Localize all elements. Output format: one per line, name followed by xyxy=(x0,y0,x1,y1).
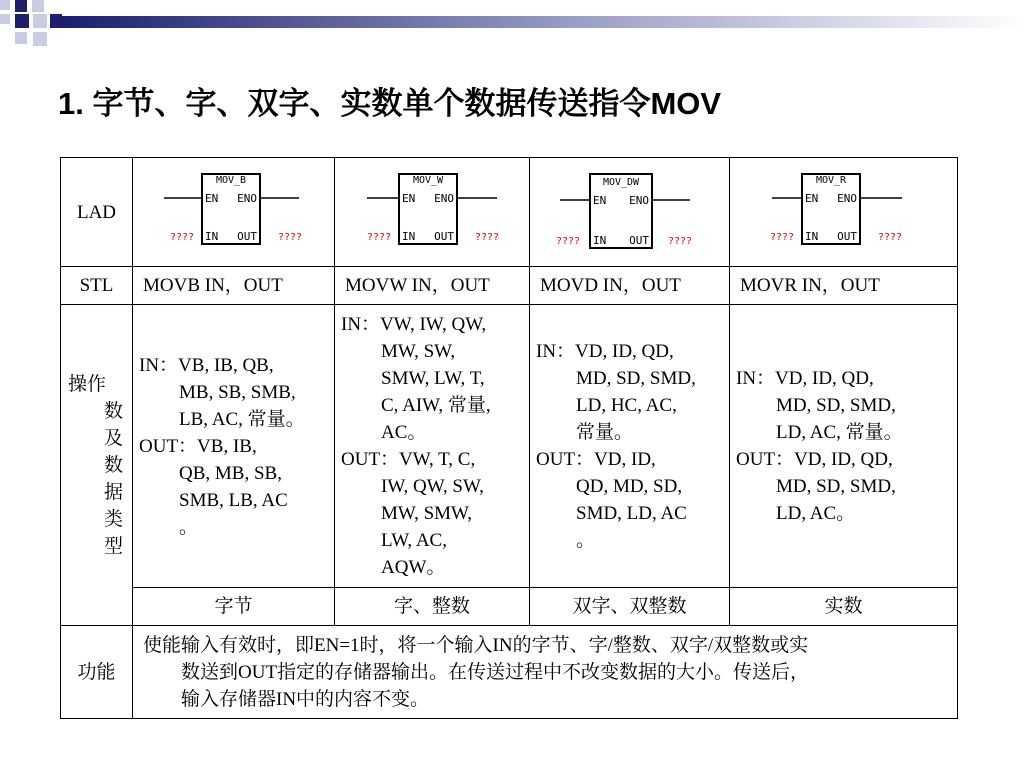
operand-in-line: IN：VB, IB, QB, xyxy=(139,354,274,376)
operands-movd xyxy=(530,305,730,588)
operand-out-line: QB, MB, SB, xyxy=(179,462,282,484)
operands-movr xyxy=(730,305,958,588)
ladder-diagram xyxy=(134,158,334,258)
out-variable: ???? xyxy=(475,232,500,243)
out-label: OUT xyxy=(628,234,649,247)
block-name: MOV_W xyxy=(412,175,444,186)
data-type-row xyxy=(61,588,958,626)
operand-in-line: AC。 xyxy=(381,422,427,443)
out-label: OUT xyxy=(434,230,454,243)
operand-out-line: AQW。 xyxy=(381,557,446,578)
stl-movb: MOVB IN，OUT xyxy=(133,267,335,305)
operand-in-line: SMW, LW, T, xyxy=(381,368,485,389)
in-label: IN xyxy=(804,230,818,243)
operand-out-line: OUT：VW, T, C, xyxy=(341,449,476,470)
lad-block-movr xyxy=(730,158,958,267)
operand-in-line: LD, AC, 常量。 xyxy=(776,422,903,443)
operands-movb xyxy=(133,305,335,588)
lad-row-label: LAD xyxy=(61,158,133,267)
operand-out-line: OUT：VD, ID, xyxy=(536,449,656,470)
operand-in-line: MW, SW, xyxy=(381,341,456,362)
in-variable: ???? xyxy=(769,232,794,243)
operand-label-char: 数 xyxy=(104,454,124,476)
corner-decoration xyxy=(0,0,1024,60)
in-variable: ???? xyxy=(555,236,580,247)
data-type-dword: 双字、双整数 xyxy=(530,588,730,626)
operand-label-char: 据 xyxy=(104,481,124,503)
ladder-diagram xyxy=(732,158,956,258)
operand-out-line: 。 xyxy=(576,530,596,551)
operand-in-line: 常量。 xyxy=(576,422,634,443)
lad-row xyxy=(61,158,958,267)
stl-movr: MOVR IN，OUT xyxy=(730,267,958,305)
operand-out-line: 。 xyxy=(179,516,199,538)
operand-label-char: 及 xyxy=(104,427,124,449)
operand-label-char: 型 xyxy=(104,535,124,557)
in-variable: ???? xyxy=(169,232,194,243)
ladder-diagram xyxy=(337,158,527,258)
operand-out-line: IW, QW, SW, xyxy=(381,476,484,497)
ladder-diagram xyxy=(532,158,728,258)
slide-title: 1. 字节、字、双字、实数单个数据传送指令MOV xyxy=(58,86,722,121)
instruction-table xyxy=(60,157,958,719)
eno-label: ENO xyxy=(434,192,454,205)
operand-out-line: SMB, LB, AC xyxy=(179,489,288,511)
operand-in-line: IN：VD, ID, QD, xyxy=(536,341,674,362)
function-description xyxy=(133,626,958,719)
operand-out-line: QD, MD, SD, xyxy=(576,476,683,497)
lad-block-movdw xyxy=(530,158,730,267)
operand-out-line: MW, SMW, xyxy=(381,503,472,524)
out-variable: ???? xyxy=(877,232,902,243)
operand-in-line: IN：VD, ID, QD, xyxy=(736,368,874,389)
operand-in-line: LD, HC, AC, xyxy=(576,395,677,416)
block-name: MOV_R xyxy=(815,175,846,186)
operand-out-line: OUT：VB, IB, xyxy=(139,435,257,457)
operands-row xyxy=(61,305,958,588)
stl-movw: MOVW IN，OUT xyxy=(335,267,530,305)
operand-out-line: LW, AC, xyxy=(381,530,447,551)
function-row xyxy=(61,626,958,719)
out-variable: ???? xyxy=(277,232,302,243)
operand-out-line: SMD, LD, AC xyxy=(576,503,687,524)
eno-label: ENO xyxy=(628,194,649,207)
out-label: OUT xyxy=(236,230,257,243)
operand-label-char: 类 xyxy=(104,508,124,530)
operand-in-line: IN：VW, IW, QW, xyxy=(341,314,487,335)
block-name: MOV_DW xyxy=(602,177,639,188)
data-type-word: 字、整数 xyxy=(335,588,530,626)
en-label: EN xyxy=(804,192,818,205)
block-name: MOV_B xyxy=(215,175,246,186)
operand-label-char: 数 xyxy=(104,400,124,422)
function-line: 数送到OUT指定的存储器输出。在传送过程中不改变数据的大小。传送后， xyxy=(181,661,810,683)
function-line: 输入存储器IN中的内容不变。 xyxy=(181,688,430,710)
operand-in-line: MD, SD, SMD, xyxy=(576,368,696,389)
operands-movw xyxy=(335,305,530,588)
stl-row xyxy=(61,267,958,305)
stl-row-label: STL xyxy=(61,267,133,305)
operand-in-line: MD, SD, SMD, xyxy=(776,395,896,416)
data-type-byte: 字节 xyxy=(133,588,335,626)
operand-in-line: MB, SB, SMB, xyxy=(179,381,296,403)
in-label: IN xyxy=(592,234,606,247)
eno-label: ENO xyxy=(836,192,857,205)
stl-movd: MOVD IN，OUT xyxy=(530,267,730,305)
in-label: IN xyxy=(402,230,416,243)
function-row-label: 功能 xyxy=(61,626,133,719)
operand-label-line1: 操作 xyxy=(68,373,107,395)
operand-out-line: MD, SD, SMD, xyxy=(776,476,896,497)
in-variable: ???? xyxy=(367,232,392,243)
out-label: OUT xyxy=(836,230,857,243)
in-label: IN xyxy=(204,230,218,243)
data-type-real: 实数 xyxy=(730,588,958,626)
lad-block-movb xyxy=(133,158,335,267)
out-variable: ???? xyxy=(667,236,692,247)
operand-out-line: OUT：VD, ID, QD, xyxy=(736,449,893,470)
en-label: EN xyxy=(402,192,416,205)
lad-block-movw xyxy=(335,158,530,267)
en-label: EN xyxy=(204,192,218,205)
eno-label: ENO xyxy=(236,192,257,205)
en-label: EN xyxy=(592,194,606,207)
operand-out-line: LD, AC。 xyxy=(776,503,856,524)
operands-row-label xyxy=(61,305,133,626)
operand-in-line: LB, AC, 常量。 xyxy=(179,408,305,430)
function-line: 使能输入有效时，即EN=1时，将一个输入IN的字节、字/整数、双字/双整数或实 xyxy=(143,634,809,656)
operand-in-line: C, AIW, 常量, xyxy=(381,395,491,416)
